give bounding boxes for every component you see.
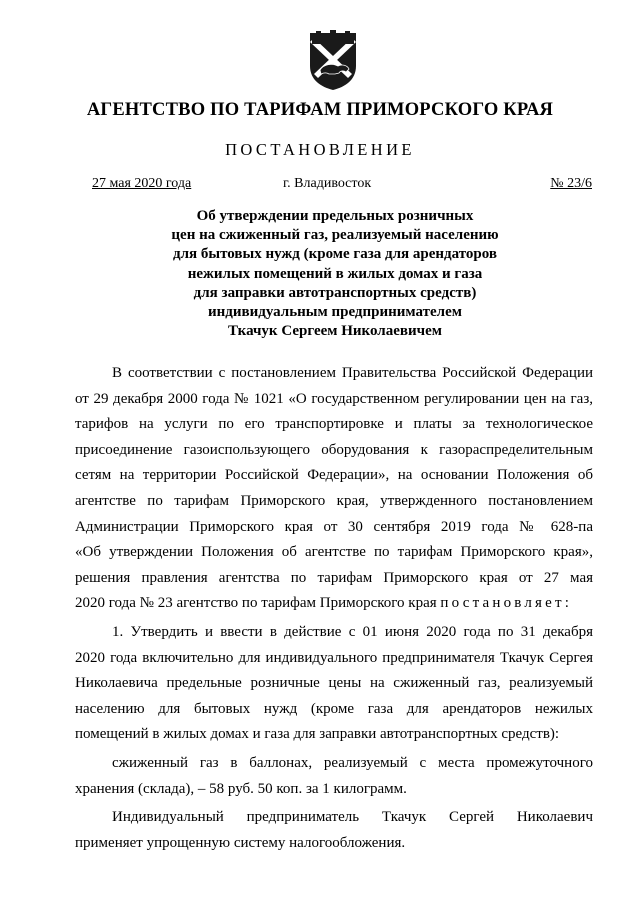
body-line: Николаевича предельные розничные цены на сжиженный газ, реализуемый (75, 675, 593, 692)
body-line: 1. Утвердить и ввести в действие с 01 июня 2020 года по 31 декабря (112, 623, 593, 640)
body-line: 2020 года включительно для индивидуального предпринимателя Ткачук Сергея (75, 649, 593, 666)
body-line: от 29 декабря 2000 года № 1021 «О государственном регулировании цен на газ, (75, 390, 593, 407)
agency-name: АГЕНТСТВО ПО ТАРИФАМ ПРИМОРСКОГО КРАЯ (86, 100, 554, 120)
body-line: сжиженный газ в баллонах, реализуемый с места промежуточного (112, 754, 593, 771)
document-date: 27 мая 2020 года (92, 176, 192, 191)
body-line-text: 2020 года № 23 агентство по тарифам Приморского края (75, 595, 437, 612)
title-line: для заправки автотранспортных средств) (193, 284, 477, 301)
body-line: сетям на территории Российской Федерации», на основании Положения об (75, 467, 593, 484)
title-line: Ткачук Сергеем Николаевичем (228, 323, 442, 340)
body-line-resolution (75, 591, 593, 617)
body-line: решения правления агентства по тарифам Приморского края от 27 мая (75, 569, 593, 586)
body-line: агентстве по тарифам Приморского края, утвержденного постановлением (75, 492, 593, 509)
title-line: Об утверждении предельных розничных (196, 208, 474, 224)
body-line: Индивидуальный предприниматель Ткачук Сергей Николаевич (112, 809, 593, 826)
body-line: «Об утверждении Положения об агентстве по тарифам Приморского края», (75, 544, 593, 561)
document-body (75, 361, 593, 856)
document-city: г. Владивосток (283, 176, 372, 191)
body-line: Администрации Приморского края от 30 сентября 2019 года № 628-па (75, 518, 593, 535)
body-line: тарифов на услуги по его транспортировке и платы за технологическое (75, 416, 593, 433)
title-line: цен на сжиженный газ, реализуемый населению (171, 227, 499, 244)
title-line: нежилых помещений в жилых домах и газа (187, 265, 483, 282)
body-line: присоединение газоиспользующего оборудования к газораспределительным (75, 441, 593, 458)
title-line: индивидуальным предпринимателем (208, 304, 462, 321)
body-line: хранения (склада), – 58 руб. 50 коп. за 1 килограмм. (75, 780, 407, 797)
body-line: В соответствии с постановлением Правительства Российской Федерации (112, 365, 593, 381)
document-number: № 23/6 (550, 176, 592, 191)
title-line: для бытовых нужд (кроме газа для арендаторов (173, 246, 497, 263)
body-line: помещений в жилых домах и газа для заправки автотранспортных средств): (75, 726, 560, 743)
body-line: применяет упрощенную систему налогообложения. (75, 834, 406, 851)
document-title (0, 207, 640, 341)
coat-of-arms-icon (302, 30, 364, 92)
resolves-word: постановляет: (440, 595, 573, 612)
document-type: ПОСТАНОВЛЕНИЕ (225, 140, 415, 159)
body-line: населению для бытовых нужд (кроме газа для арендаторов нежилых (75, 700, 593, 717)
